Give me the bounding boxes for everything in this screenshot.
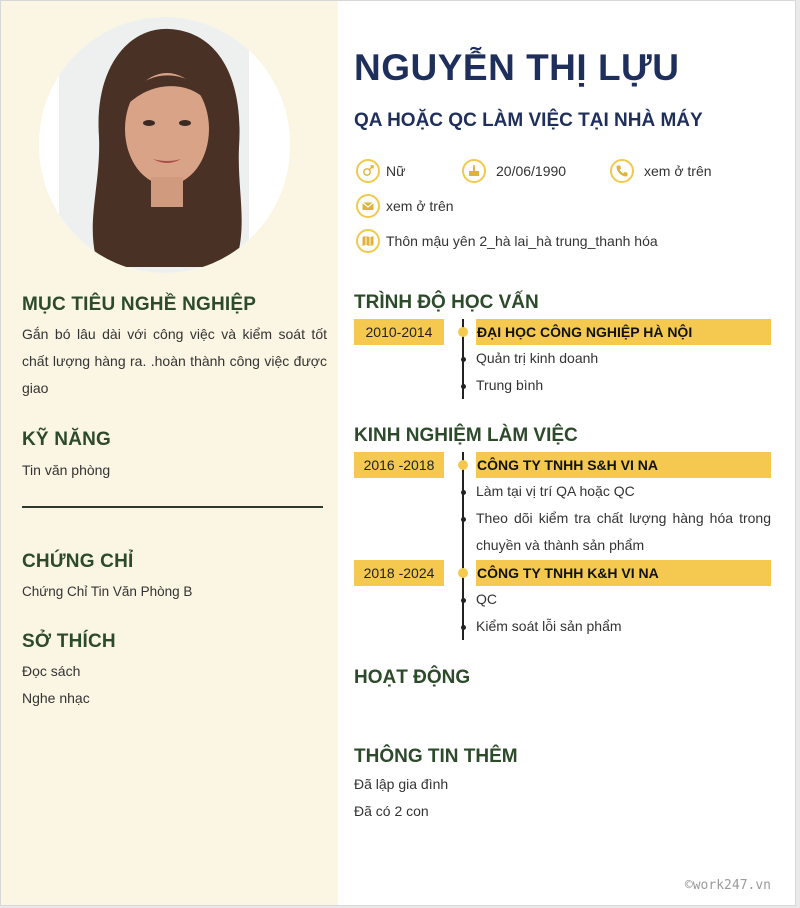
timeline-bullet: [461, 357, 466, 362]
additional-info-heading: THÔNG TIN THÊM: [354, 746, 518, 767]
address-value: Thôn mậu yên 2_hà lai_hà trung_thanh hóa: [386, 233, 658, 249]
experience-detail: Theo dõi kiểm tra chất lượng hàng hóa trong chuyền và thành sản phẩm: [476, 510, 771, 553]
activities-heading: HOẠT ĐỘNG: [354, 667, 471, 688]
hobby-item: Nghe nhạc: [22, 690, 90, 706]
gender-icon: [356, 159, 380, 183]
experience-company-bar: [476, 452, 771, 478]
skills-section: [22, 429, 327, 484]
hobbies-heading: SỞ THÍCH: [22, 631, 116, 652]
candidate-name: NGUYỄN THỊ LỰU: [354, 47, 680, 88]
phone-info: [610, 159, 712, 183]
additional-info-item: Đã có 2 con: [354, 803, 429, 819]
email-value: xem ở trên: [386, 198, 454, 214]
timeline-dot: [458, 327, 468, 337]
experience-company: CÔNG TY TNHH S&H VI NA: [477, 457, 658, 473]
hobby-item: Đọc sách: [22, 663, 81, 679]
education-school: ĐẠI HỌC CÔNG NGHIỆP HÀ NỘI: [477, 324, 693, 340]
birthdate-value: 20/06/1990: [496, 163, 567, 179]
education-school-bar: [476, 319, 771, 345]
skills-heading: KỸ NĂNG: [22, 429, 112, 450]
experience-detail: QC: [476, 591, 497, 607]
experience-timeline-line: [462, 452, 464, 640]
education-heading: TRÌNH ĐỘ HỌC VẤN: [354, 292, 539, 313]
job-title: QA HOẶC QC LÀM VIỆC TẠI NHÀ MÁY: [354, 110, 703, 131]
certificates-section: [22, 551, 327, 605]
hobbies-section: [22, 631, 327, 712]
avatar-photo: [39, 17, 290, 273]
phone-icon: [610, 159, 634, 183]
sidebar-divider: [22, 506, 323, 508]
experience-period: 2018 -2024: [354, 560, 444, 586]
email-icon: [356, 194, 380, 218]
experience-heading: KINH NGHIỆM LÀM VIỆC: [354, 425, 578, 446]
left-sidebar: [1, 1, 338, 906]
address-info: [356, 229, 658, 253]
objective-text: Gắn bó lâu dài với công việc và kiểm soát tốt chất lượng hàng ra. .hoàn thành công việc được giao: [22, 326, 327, 396]
birthdate-info: [462, 159, 566, 183]
objective-heading: MỤC TIÊU NGHỀ NGHIỆP: [22, 294, 257, 315]
certificates-heading: CHỨNG CHỈ: [22, 551, 134, 572]
phone-value: xem ở trên: [644, 163, 712, 179]
experience-period: 2016 -2018: [354, 452, 444, 478]
timeline-dot: [458, 568, 468, 578]
skill-item: Tin văn phòng: [22, 462, 111, 478]
experience-detail: Kiểm soát lỗi sản phẩm: [476, 618, 622, 634]
watermark: ©work247.vn: [684, 878, 771, 893]
objective-section: [22, 294, 327, 402]
experience-detail: Làm tại vị trí QA hoặc QC: [476, 483, 635, 499]
timeline-bullet: [461, 625, 466, 630]
email-info: [356, 194, 454, 218]
timeline-bullet: [461, 490, 466, 495]
map-icon: [356, 229, 380, 253]
portrait-image: [39, 17, 290, 273]
additional-info-item: Đã lập gia đình: [354, 776, 449, 792]
education-detail: Trung bình: [476, 377, 544, 393]
timeline-bullet: [461, 598, 466, 603]
experience-company: CÔNG TY TNHH K&H VI NA: [477, 565, 659, 581]
experience-company-bar: [476, 560, 771, 586]
education-detail: Quản trị kinh doanh: [476, 350, 599, 366]
certificate-item: Chứng Chỉ Tin Văn Phòng B: [22, 584, 193, 599]
gender-info: [356, 159, 405, 183]
gender-value: Nữ: [386, 163, 406, 179]
timeline-dot: [458, 460, 468, 470]
education-period: 2010-2014: [354, 319, 444, 345]
timeline-bullet: [461, 384, 466, 389]
timeline-bullet: [461, 517, 466, 522]
birthday-cake-icon: [462, 159, 486, 183]
